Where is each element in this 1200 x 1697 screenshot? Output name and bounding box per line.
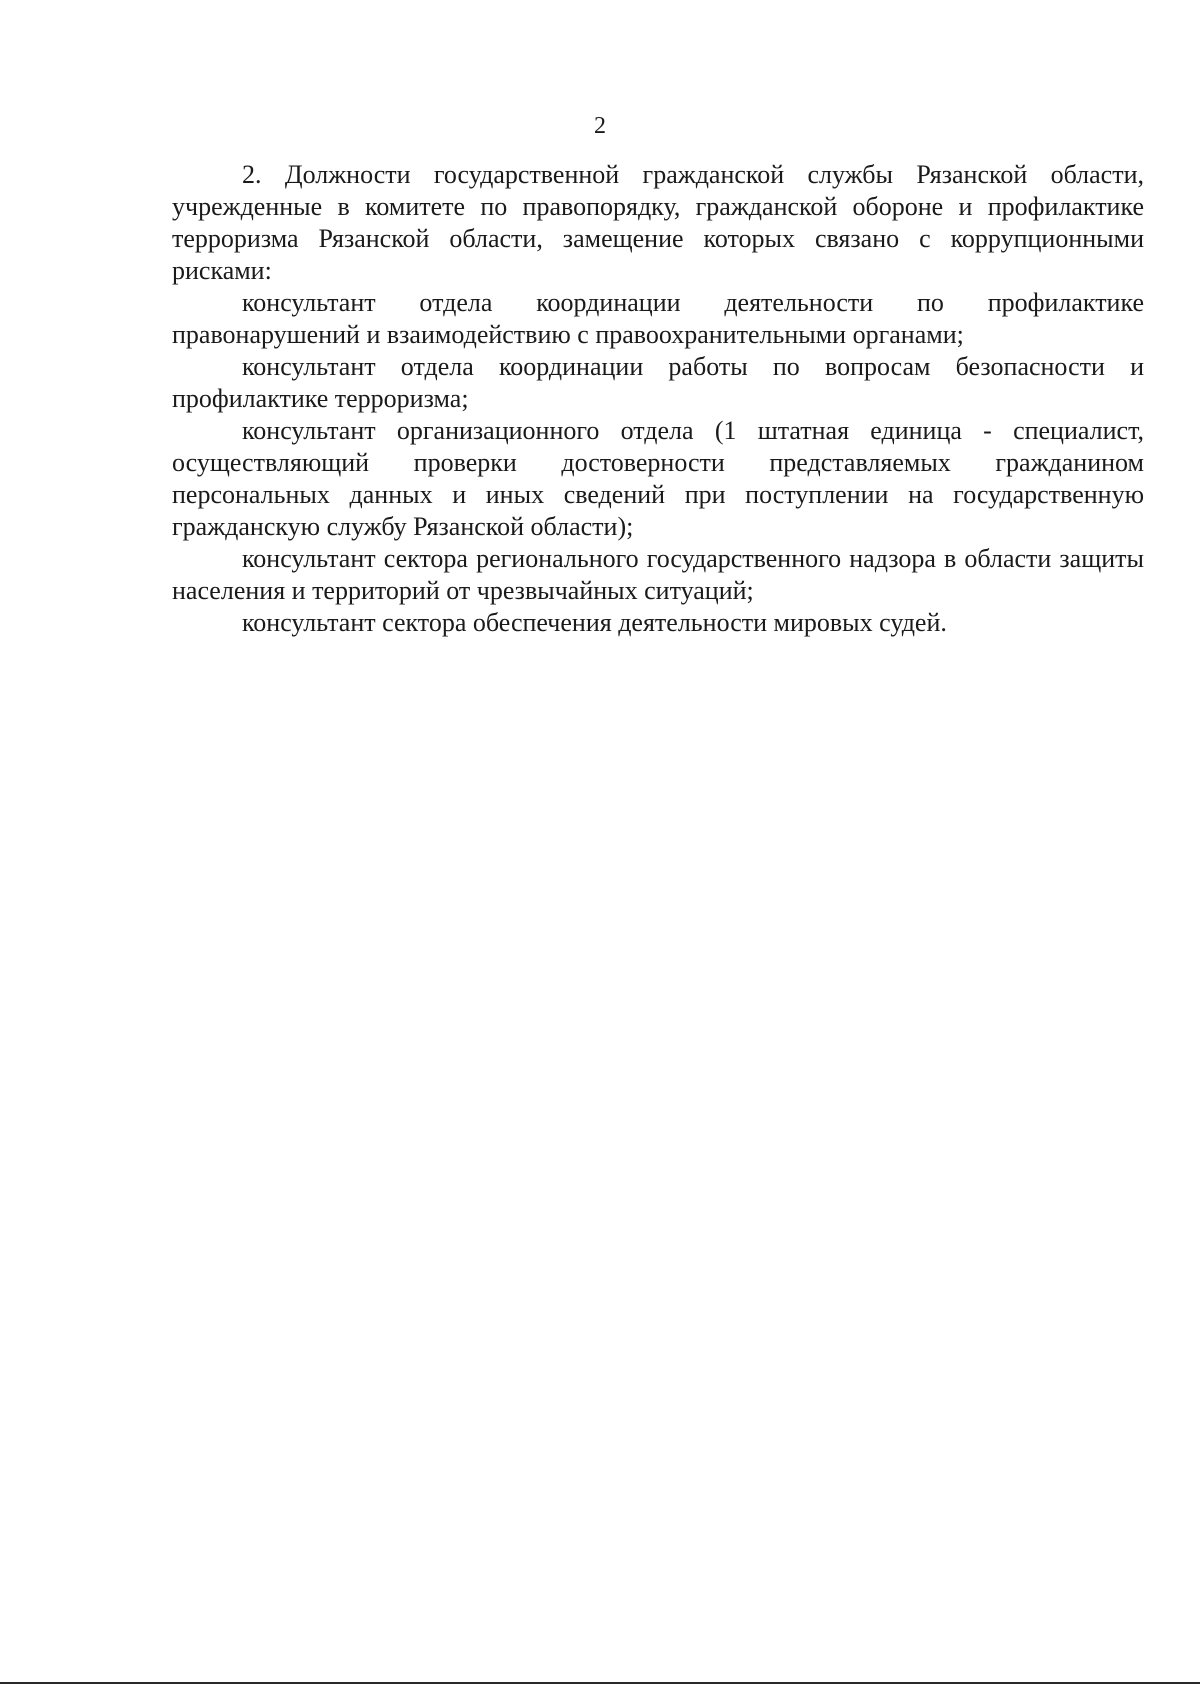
page-number: 2 (594, 113, 606, 139)
paragraph-position-4: консультант сектора регионального государственного надзора в области защиты населения и территорий от чрезвычайных ситуаций; (172, 544, 1144, 605)
document-body (172, 159, 1144, 639)
paragraph-position-2: консультант отдела координации работы по вопросам безопасности и профилактике терроризма; (172, 352, 1144, 413)
paragraph-position-3: консультант организационного отдела (1 штатная единица - специалист, осуществляющий проверки достоверности представляемых гражданином персональных данных и иных сведений при поступлении на государственную гражданскую службу Рязанской области); (172, 416, 1144, 541)
bottom-scan-line (0, 1682, 1200, 1684)
paragraph-position-1: консультант отдела координации деятельности по профилактике правонарушений и взаимодействию с правоохранительными органами; (172, 288, 1144, 349)
paragraph-positions-intro: 2. Должности государственной гражданской службы Рязанской области, учрежденные в комитете по правопорядку, гражданской обороне и профилактике терроризма Рязанской области, замещение которых связано с коррупционными рисками: (172, 160, 1144, 285)
paragraph-position-5: консультант сектора обеспечения деятельности мировых судей. (242, 608, 947, 637)
